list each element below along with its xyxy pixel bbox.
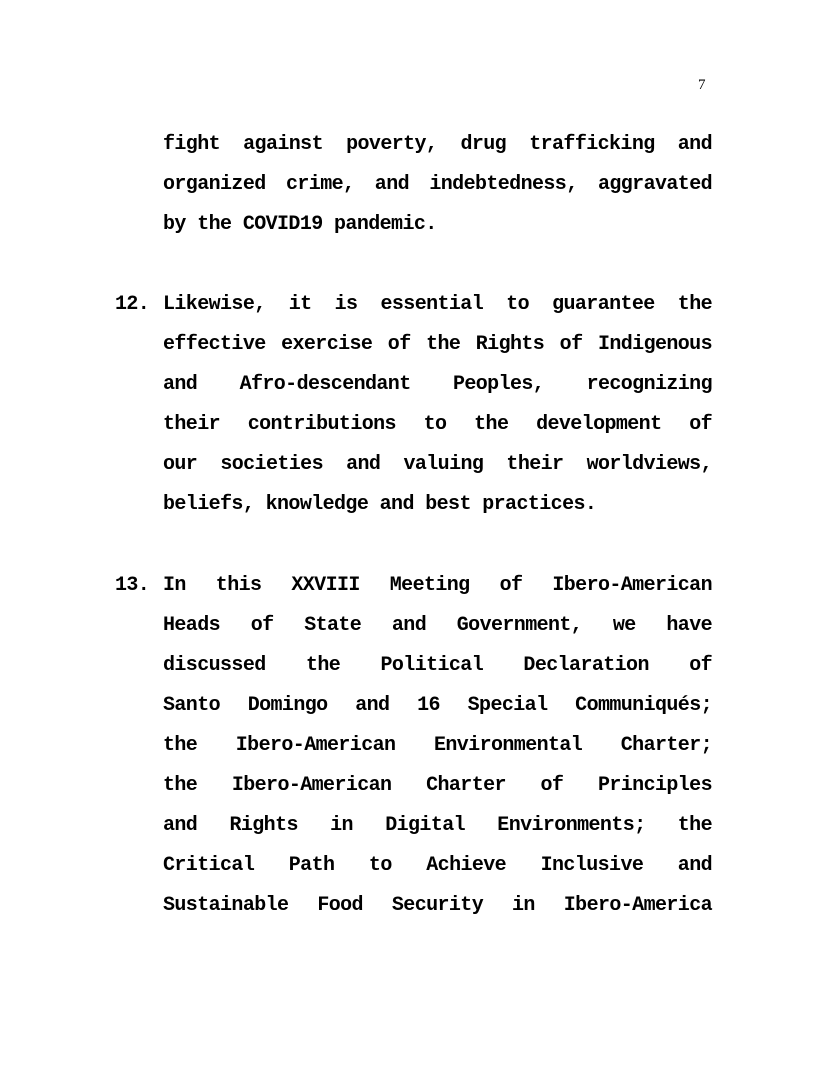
paragraph-line: and Rights in Digital Environments; the	[163, 814, 712, 837]
numbered-paragraph-13	[163, 566, 712, 926]
paragraph-line: In this XXVIII Meeting of Ibero-American	[163, 574, 712, 597]
paragraph-line: effective exercise of the Rights of Indigenous	[163, 333, 712, 356]
paragraph-line: Heads of State and Government, we have	[163, 614, 712, 637]
paragraph-line: and Afro-descendant Peoples, recognizing	[163, 373, 712, 396]
paragraph-line: by the COVID19 pandemic.	[163, 213, 437, 236]
paragraph-line: Sustainable Food Security in Ibero-America	[163, 894, 712, 917]
paragraph-line: our societies and valuing their worldviews,	[163, 453, 712, 476]
paragraph-line: the Ibero-American Charter of Principles	[163, 774, 712, 797]
paragraph-line: Likewise, it is essential to guarantee the	[163, 293, 712, 316]
item-number: 13.	[115, 574, 150, 597]
item-number: 12.	[115, 293, 150, 316]
continuation-paragraph	[163, 125, 712, 245]
paragraph-line: Santo Domingo and 16 Special Communiqués;	[163, 694, 712, 717]
paragraph-line: discussed the Political Declaration of	[163, 654, 712, 677]
paragraph-line: organized crime, and indebtedness, aggravated	[163, 173, 712, 196]
paragraph-line: Critical Path to Achieve Inclusive and	[163, 854, 712, 877]
paragraph-line: their contributions to the development of	[163, 413, 712, 436]
paragraph-line: fight against poverty, drug trafficking and	[163, 133, 712, 156]
numbered-paragraph-12	[163, 285, 712, 525]
paragraph-line: the Ibero-American Environmental Charter;	[163, 734, 712, 757]
paragraph-line: beliefs, knowledge and best practices.	[163, 493, 597, 516]
page-number: 7	[698, 77, 706, 93]
